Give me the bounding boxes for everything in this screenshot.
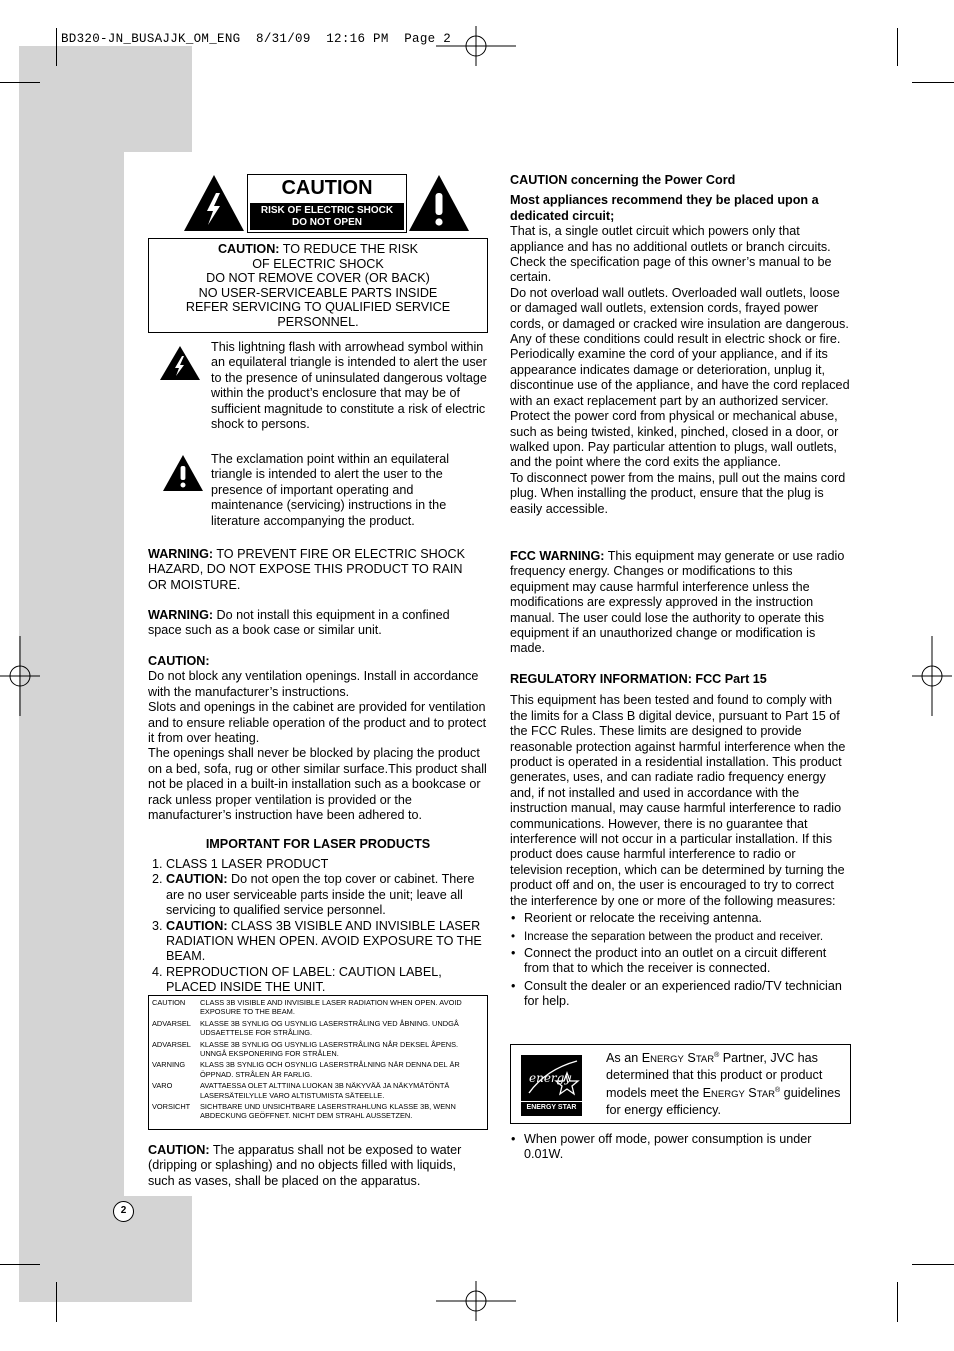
laser-label-row: CAUTION CLASS 3B VISIBLE AND INVISIBLE LASER RADIATION WHEN OPEN. AVOID EXPOSURE TO THE BEAM. <box>152 998 462 1017</box>
laser-item: 1. CLASS 1 LASER PRODUCT <box>166 857 488 872</box>
crop-mark <box>56 1282 57 1322</box>
crop-mark <box>0 1264 40 1265</box>
crop-mark <box>897 28 898 66</box>
caution-label-line1: RISK OF ELECTRIC SHOCK <box>260 205 394 216</box>
laser-label-reproduction <box>148 995 488 1130</box>
ventilation-p2: Slots and openings in the cabinet are provided for ventilation and to ensure reliable operation of the product and to protect it from over heating. <box>148 700 487 746</box>
page-number-text: 2 <box>120 1205 127 1216</box>
power-off-note <box>510 1132 850 1165</box>
power-cord-heading: CAUTION concerning the Power Cord <box>510 173 736 187</box>
laser-item: 4. REPRODUCTION OF LABEL: CAUTION LABEL, PLACED INSIDE THE UNIT. <box>166 965 488 996</box>
energy-star-text: As an ENERGY STAR® Partner, JVC has determined that this product or product models meet the ENERGY STAR® guidelines for energy efficiency. <box>606 1051 841 1117</box>
crop-mark <box>56 28 57 66</box>
regulatory-heading: REGULATORY INFORMATION: FCC Part 15 <box>510 672 767 686</box>
regulatory-bullet: • Connect the product into an outlet on a circuit different from that to which the receiver is connected. <box>524 946 850 977</box>
caution-label-line2: DO NOT OPEN <box>291 217 362 228</box>
fcc-warning-bold: FCC WARNING: <box>510 549 605 563</box>
print-slug: BD320-JN_BUSAJJK_OM_ENG 8/31/09 12:16 PM Page 2 <box>61 32 452 46</box>
lightning-warning-icon <box>182 173 246 233</box>
registration-mark-bottom <box>436 1281 516 1321</box>
top-margin-band <box>19 46 192 152</box>
power-cord-p3: Protect the power cord from physical or mechanical abuse, such as being twisted, kinked, pinched, closed in a door, or walked upon. Pay particular attention to plugs, wall outlets, and the point where the cord exits the appliance. <box>510 409 839 470</box>
power-off-bullet: • When power off mode, power consumption is under 0.01W. <box>524 1132 850 1163</box>
energy-star-logo <box>521 1055 582 1116</box>
lightning-triangle-icon <box>159 345 201 381</box>
water-caution <box>148 1143 482 1189</box>
crop-mark <box>912 1264 954 1265</box>
lightning-explanation: This lightning flash with arrowhead symbol within an equilateral triangle is intended to alert the user to the presence of uninsulated dangerous voltage within the product’s enclosure that may be of sufficient magnitude to constitute a risk of electric shock to persons. <box>211 340 487 432</box>
fcc-warning <box>510 549 846 657</box>
caution-box-l5: REFER SERVICING TO QUALIFIED SERVICE <box>185 300 451 315</box>
caution-box <box>148 238 488 333</box>
laser-label-row: ADVARSEL KLASSE 3B SYNLIG OG USYNLIG LASERSTRÅLING NÅR DEKSEL ÅPENS. UNNGÅ EKSPONERING FOR STRÅLEN. <box>152 1039 459 1059</box>
caution-box-l6: PERSONNEL. <box>277 314 359 329</box>
ventilation-p3: The openings shall never be blocked by placing the product on a bed, sofa, rug or other similar surface.This product shall not be placed in a built-in installation such as a bookcase or rack unless proper ventilation is provided or the manufacturer’s instruction have been adhered to. <box>148 746 487 823</box>
ventilation-p1: Do not block any ventilation openings. Install in accordance with the manufacturer’s instructions. <box>148 669 479 699</box>
caution-box-l1: TO REDUCE THE RISK <box>279 242 419 256</box>
warning-confined-bold: WARNING: <box>148 608 214 622</box>
ventilation-heading: CAUTION: <box>148 654 210 668</box>
caution-box-bold: CAUTION: <box>217 242 280 256</box>
warning-fire-text: TO PREVENT FIRE OR ELECTRIC SHOCK HAZARD, DO NOT EXPOSE THIS PRODUCT TO RAIN OR MOISTURE. <box>148 547 465 592</box>
energy-star-box <box>510 1044 851 1124</box>
regulatory-bullet: • Reorient or relocate the receiving antenna. <box>524 911 850 926</box>
caution-box-l4: NO USER-SERVICEABLE PARTS INSIDE <box>198 285 438 300</box>
regulatory-text: This equipment has been tested and found to comply with the limits for a Class B digital device, pursuant to Part 15 of the FCC Rules. These limits are designed to provide reasonable protection against harmful interference when the product is operated in a residential installation. This product generates, uses, and can radiate radio frequency energy and, if not installed and used in accordance with the instruction manual, may cause harmful interference to radio communications. However, there is no guarantee that interference will not occur in a particular installation. If this product does cause harmful interference to radio or television reception, which can be determined by turning the product off and on, the user is encouraged to try to correct the interference by one or more of the following measures: <box>510 693 846 908</box>
water-caution-text: The apparatus shall not be exposed to water (dripping or splashing) and no objects filled with liquids, such as vases, shall be placed on the apparatus. <box>148 1143 462 1188</box>
caution-label <box>247 174 407 233</box>
power-cord-subheading: Most appliances recommend they be placed upon a dedicated circuit; <box>510 193 819 223</box>
regulatory-bullet: • Increase the separation between the product and receiver. <box>524 929 850 944</box>
laser-label-row: VARNING KLASS 3B SYNLIG OCH OSYNLIG LASERSTRÅLNING NÄR DENNA DEL ÄR ÖPPNAD. STRÅLEN ÄR FARLIG. <box>152 1060 460 1079</box>
laser-item: 3. CAUTION: CLASS 3B VISIBLE AND INVISIBLE LASER RADIATION WHEN OPEN. AVOID EXPOSURE TO THE BEAM. <box>166 919 488 965</box>
energy-star-logo-script: energy <box>529 1071 572 1085</box>
page-number <box>113 1201 134 1222</box>
regulatory-section <box>510 672 850 1012</box>
exclamation-triangle-icon <box>162 454 204 492</box>
exclamation-explanation: The exclamation point within an equilateral triangle is intended to alert the user to the presence of important operating and maintenance (servicing) instructions in the literature accompanying the product. <box>211 452 450 528</box>
ventilation-caution <box>148 654 489 823</box>
energy-star-logo-label: ENERGY STAR <box>521 1101 582 1114</box>
power-cord-section <box>510 173 850 517</box>
crop-mark <box>0 82 40 83</box>
registration-mark-left <box>0 636 40 716</box>
power-cord-p4: To disconnect power from the mains, pull out the mains cord plug. When installing the product, ensure that the plug is easily accessible. <box>510 470 846 516</box>
fcc-warning-text: This equipment may generate or use radio frequency energy. Changes or modifications to this equipment may cause harmful interference unless the modifications are expressly approved in the instruction manual. The user could lose the authority to operate this equipment if an unauthorized change or modification is made. <box>510 549 845 656</box>
laser-list <box>148 857 488 996</box>
laser-label-row: VARO AVATTAESSA OLET ALTTIINA LUOKAN 3B NÄKYVÄÄ JA NÄKYMÄTÖNTÄ LASERSÄTEILYLLE VARO ALTISTUMISTA SÄTEELLE. <box>152 1081 450 1100</box>
laser-heading: IMPORTANT FOR LASER PRODUCTS <box>205 837 431 851</box>
regulatory-bullet: • Consult the dealer or an experienced radio/TV technician for help. <box>524 979 850 1010</box>
laser-item: 2. CAUTION: Do not open the top cover or cabinet. There are no user serviceable parts inside the unit; leave all servicing to qualified service personnel. <box>166 872 488 918</box>
crop-mark <box>912 82 954 83</box>
laser-label-row: VORSICHT SICHTBARE UND UNSICHTBARE LASERSTRAHLUNG KLASSE 3B, WENN ABDECKUNG GEÖFFNET. NICHT DEM STRAHL AUSSETZEN. <box>152 1102 456 1121</box>
registration-mark-right <box>912 636 952 716</box>
power-cord-p1: That is, a single outlet circuit which powers only that appliance and has no additional outlets or branch circuits. Check the specification page of this owner’s manual to be certain. <box>510 224 832 285</box>
water-caution-bold: CAUTION: <box>148 1143 210 1157</box>
warning-confined <box>148 608 482 639</box>
caution-box-l3: DO NOT REMOVE COVER (OR BACK) <box>206 271 430 286</box>
crop-mark <box>897 1282 898 1322</box>
warning-confined-text: Do not install this equipment in a confined space such as a book case or similar unit. <box>148 608 450 638</box>
warning-fire <box>148 547 484 593</box>
caution-box-l2: OF ELECTRIC SHOCK <box>252 256 384 271</box>
exclamation-warning-icon <box>407 173 471 233</box>
warning-fire-bold: WARNING: <box>148 547 214 561</box>
laser-label-row: ADVARSEL KLASSE 3B SYNLIG OG USYNLIG LASERSTRÅLING VED ÅBNING. UNDGÅ UDSAETTELSE FOR STRÅLING. <box>152 1018 459 1038</box>
caution-label-band <box>250 203 404 230</box>
caution-title: CAUTION <box>281 177 373 199</box>
bottom-margin-band <box>19 1196 192 1302</box>
power-cord-p2: Do not overload wall outlets. Overloaded wall outlets, loose or damaged wall outlets, extension cords, frayed power cords, or damaged or cracked wire insulation are dangerous. Any of these conditions could result in electric shock or fire. Periodically examine the cord of your appliance, and if its appearance indicates damage or deterioration, unplug it, discontinue use of the appliance, and have the cord replaced with an exact replacement part by an authorized servicer. <box>510 285 850 408</box>
